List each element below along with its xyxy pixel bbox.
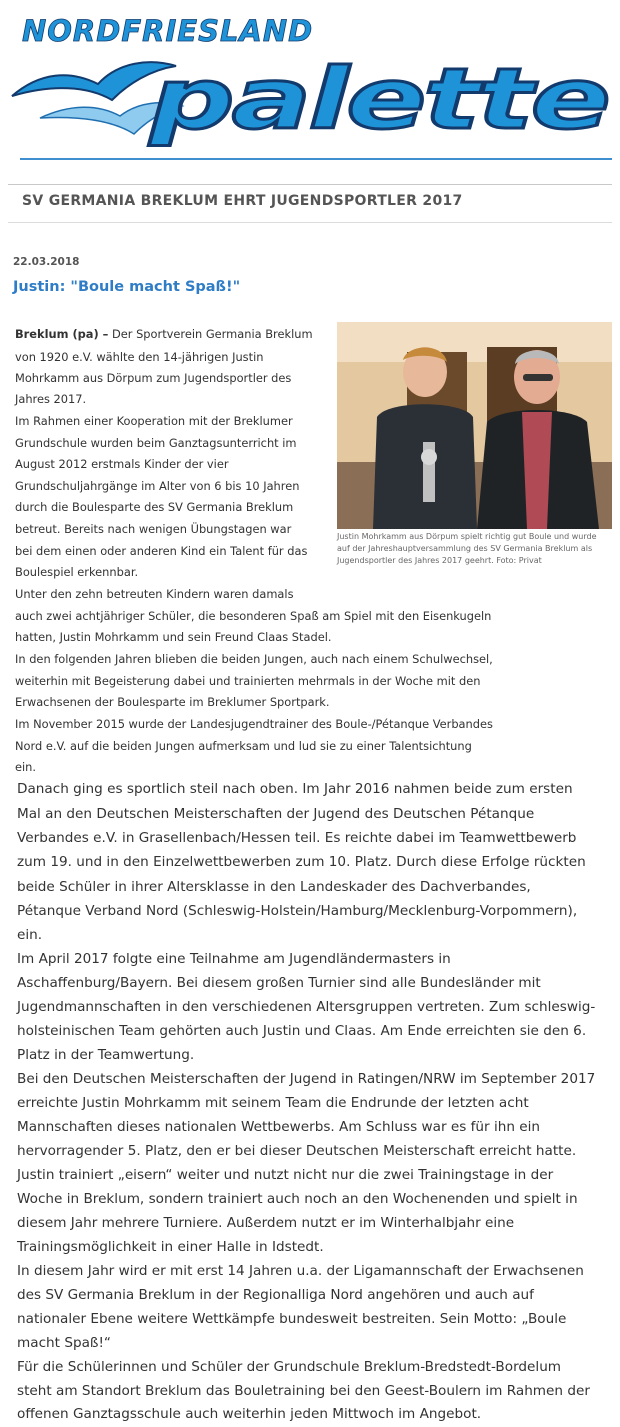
body-line-large: holsteinischen Team gehörten auch Justin und Claas. Am Ende erreichten sie den 6. xyxy=(17,1023,587,1039)
photo-icon xyxy=(337,322,612,529)
body-line: Nord e.V. auf die beiden Jungen aufmerksam und lud sie zu einer Talentsichtung xyxy=(15,739,472,753)
body-line-large: Im April 2017 folgte eine Teilnahme am Jugendländermasters in xyxy=(17,951,451,967)
body-line: hatten, Justin Mohrkamm und sein Freund Claas Stadel. xyxy=(15,630,332,644)
body-line-large: macht Spaß!“ xyxy=(17,1335,111,1351)
body-line-large: Trainingsmöglichkeit in einer Halle in Idstedt. xyxy=(17,1239,324,1255)
intro-line: durch die Boulesparte des SV Germania Breklum xyxy=(15,500,294,514)
body-line-large: diesem Jahr mehrere Turniere. Außerdem nutzt er im Winterhalbjahr eine xyxy=(17,1215,515,1231)
section-divider-top xyxy=(8,184,612,185)
masthead xyxy=(0,0,620,168)
body-line-large: nationaler Ebene weitere Wettkämpfe bundesweit bestreiten. Sein Motto: „Boule xyxy=(17,1311,567,1327)
body-line: Im November 2015 wurde der Landesjugendtrainer des Boule-/Pétanque Verbandes xyxy=(15,717,493,731)
intro-line: Im Rahmen einer Kooperation mit der Breklumer xyxy=(15,414,293,428)
intro-line: Jahres 2017. xyxy=(15,392,87,406)
body-line-large: beide Schüler in ihrer Altersklasse in den Landeskader des Dachverbandes, xyxy=(17,879,531,895)
intro-line: von 1920 e.V. wählte den 14-jährigen Justin xyxy=(15,350,264,364)
intro-line: Breklum (pa) – Der Sportverein Germania Breklum xyxy=(15,327,313,341)
body-line-large: steht am Standort Breklum das Bouletraining bei den Geest-Boulern im Rahmen der xyxy=(17,1383,590,1399)
body-line-large: Verbandes e.V. in Grasellenbach/Hessen teil. Es reichte dabei im Teamwettbewerb xyxy=(17,830,577,846)
body-line-large: Danach ging es sportlich steil nach oben. Im Jahr 2016 nahmen beide zum ersten xyxy=(17,781,573,797)
intro-line: August 2012 erstmals Kinder der vier xyxy=(15,457,229,471)
brand-main: palette xyxy=(148,50,608,148)
section-divider-bottom xyxy=(8,222,612,223)
intro-line: Mohrkamm aus Dörpum zum Jugendsportler des xyxy=(15,371,292,385)
photo-caption-line: auf der Jahreshauptversammlung des SV Germania Breklum als xyxy=(337,544,593,553)
body-line: Erwachsenen der Boulesparte im Breklumer Sportpark. xyxy=(15,695,330,709)
article-photo[interactable] xyxy=(337,322,612,529)
body-line-large: Pétanque Verband Nord (Schleswig-Holstein/Hamburg/Mecklenburg-Vorpommern), xyxy=(17,903,578,919)
body-line-large: hervorragender 5. Platz, den er bei dieser Deutschen Meisterschaft erreicht hatte. xyxy=(17,1143,577,1159)
body-line-large: Mal an den Deutschen Meisterschaften der Jugend des Deutschen Pétanque xyxy=(17,806,535,822)
body-line-large: Mannschaften dieses nationalen Wettbewerbs. Am Schluss war es für ihn ein xyxy=(17,1119,541,1135)
body-line-large: des SV Germania Breklum in der Regionalliga Nord angehören und auch auf xyxy=(17,1287,534,1303)
masthead-rule xyxy=(20,158,612,160)
section-title: SV GERMANIA BREKLUM EHRT JUGENDSPORTLER 2017 xyxy=(22,193,463,209)
masthead-logo xyxy=(0,0,620,168)
dateline: Breklum (pa) – xyxy=(15,327,109,341)
body-line: ein. xyxy=(15,760,37,774)
body-line: auch zwei achtjähriger Schüler, die besonderen Spaß am Spiel mit den Eisenkugeln xyxy=(15,609,492,623)
body-line-large: Jugendmannschaften in den verschiedenen Altersgruppen vertreten. Zum schleswig- xyxy=(17,999,596,1015)
body-line-large: Justin trainiert „eisern“ weiter und nutzt nicht nur die zwei Trainingstage in der xyxy=(17,1167,554,1183)
body-line-large: offenen Ganztagsschule auch weiterhin jeden Mittwoch im Angebot. xyxy=(17,1406,482,1422)
body-line: Unter den zehn betreuten Kindern waren damals xyxy=(15,587,294,601)
intro-line: Boulespiel erkennbar. xyxy=(15,565,139,579)
body-line-large: Für die Schülerinnen und Schüler der Grundschule Breklum-Bredstedt-Bordelum xyxy=(17,1359,562,1375)
intro-line: Grundschule wurden beim Ganztagsunterricht im xyxy=(15,436,297,450)
body-line-large: Woche in Breklum, sondern trainiert auch noch an den Wochenenden und spielt in xyxy=(17,1191,578,1207)
body-line-large: Aschaffenburg/Bayern. Bei diesem großen Turnier sind alle Bundesländer mit xyxy=(17,975,541,991)
intro-line: bei dem einen oder anderen Kind ein Talent für das xyxy=(15,544,308,558)
body-line-large: zum 19. und in den Einzelwettbewerben zum 10. Platz. Durch diese Erfolge rückten xyxy=(17,854,586,870)
body-line-large: In diesem Jahr wird er mit erst 14 Jahren u.a. der Ligamannschaft der Erwachsenen xyxy=(17,1263,584,1279)
article-headline: Justin: "Boule macht Spaß!" xyxy=(13,279,241,295)
body-line-large: Platz in der Teamwertung. xyxy=(17,1047,195,1063)
body-line-large: erreichte Justin Mohrkamm mit seinem Team die Endrunde der letzten acht xyxy=(17,1095,529,1111)
body-line: weiterhin mit Begeisterung dabei und trainierten mehrmals in der Woche mit den xyxy=(15,674,481,688)
article-date: 22.03.2018 xyxy=(13,256,80,268)
body-line-large: ein. xyxy=(17,927,43,943)
intro-line: Grundschuljahrgänge im Alter von 6 bis 10 Jahren xyxy=(15,479,300,493)
body-line: In den folgenden Jahren blieben die beiden Jungen, auch nach einem Schulwechsel, xyxy=(15,652,493,666)
body-line-large: Bei den Deutschen Meisterschaften der Jugend in Ratingen/NRW im September 2017 xyxy=(17,1071,596,1087)
brand-top: NORDFRIESLAND xyxy=(22,14,314,48)
photo-caption-line: Jugendsportler des Jahres 2017 geehrt. Foto: Privat xyxy=(337,556,542,565)
photo-caption-line: Justin Mohrkamm aus Dörpum spielt richtig gut Boule und wurde xyxy=(337,532,597,541)
intro-line: betreut. Bereits nach wenigen Übungstagen war xyxy=(15,522,292,536)
